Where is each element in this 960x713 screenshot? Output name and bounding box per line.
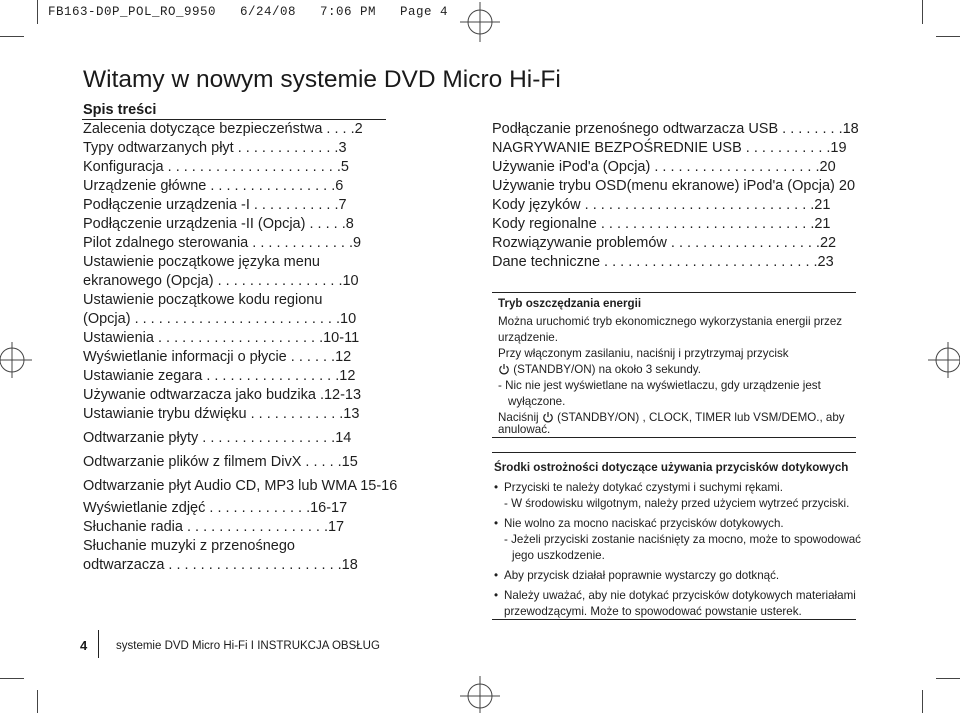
- energy-box-heading: Tryb oszczędzania energii: [498, 297, 642, 310]
- energy-box-line: [498, 363, 701, 376]
- touch-box-line: Aby przycisk działał poprawnie wystarczy go dotknąć.: [504, 569, 780, 582]
- crop-mark: [936, 678, 960, 679]
- toc-entry: NAGRYWANIE BEZPOŚREDNIE USB . . . . . . . . . . .19: [492, 140, 847, 156]
- toc-entry: Słuchanie radia . . . . . . . . . . . . . . . . . .17: [83, 519, 345, 535]
- crop-mark: [922, 0, 923, 24]
- toc-entry: Urządzenie główne . . . . . . . . . . . . . . . .6: [83, 178, 344, 194]
- toc-entry: Rozwiązywanie problemów . . . . . . . . . . . . . . . . . . .22: [492, 235, 837, 251]
- energy-box-text: (STANDBY/ON) , CLOCK, TIMER lub VSM/DEMO., aby: [557, 411, 845, 424]
- touch-box-line: - W środowisku wilgotnym, należy przed użyciem wytrzeć przyciski.: [504, 497, 850, 510]
- toc-entry: Zalecenia dotyczące bezpieczeństwa . . . .2: [83, 121, 363, 137]
- power-icon: [542, 411, 554, 423]
- touch-box-line: Nie wolno za mocno naciskać przycisków dotykowych.: [504, 517, 784, 530]
- toc-entry: Używanie trybu OSD(menu ekranowe) iPod'a (Opcja) 20: [492, 178, 856, 194]
- energy-box-line: - Nic nie jest wyświetlane na wyświetlaczu, gdy urządzenie jest: [498, 379, 821, 392]
- toc-entry: Ustawienie początkowe kodu regionu: [83, 292, 323, 308]
- toc-entry: Słuchanie muzyki z przenośnego: [83, 538, 295, 554]
- energy-box-line: anulować.: [498, 423, 551, 436]
- energy-box-line: wyłączone.: [508, 395, 566, 408]
- touch-box-bullet: •: [494, 569, 499, 582]
- toc-entry: Dane techniczne . . . . . . . . . . . . . . . . . . . . . . . . . . .23: [492, 254, 834, 270]
- toc-entry: odtwarzacza . . . . . . . . . . . . . . . . . . . . . .18: [83, 557, 358, 573]
- toc-entry: Odtwarzanie płyt Audio CD, MP3 lub WMA 15-16: [83, 478, 398, 494]
- crop-mark: [37, 690, 38, 713]
- toc-entry: Odtwarzanie plików z filmem DivX . . . . .15: [83, 454, 358, 470]
- toc-entry: Konfiguracja . . . . . . . . . . . . . . . . . . . . . .5: [83, 159, 349, 175]
- crop-mark: [0, 36, 24, 37]
- energy-box-line: Można uruchomić tryb ekonomicznego wykorzystania energii przez: [498, 315, 843, 328]
- power-icon: [498, 363, 510, 375]
- crop-mark: [0, 678, 24, 679]
- touch-box-line: jego uszkodzenie.: [512, 549, 605, 562]
- crop-mark: [922, 690, 923, 713]
- toc-entry: Podłączenie urządzenia -II (Opcja) . . . . .8: [83, 216, 354, 232]
- toc-entry: Odtwarzanie płyty . . . . . . . . . . . . . . . . .14: [83, 430, 352, 446]
- toc-entry: Ustawienia . . . . . . . . . . . . . . . . . . . . .10-11: [83, 330, 360, 346]
- toc-entry: ekranowego (Opcja) . . . . . . . . . . . . . . . .10: [83, 273, 359, 289]
- toc-entry: (Opcja) . . . . . . . . . . . . . . . . . . . . . . . . . .10: [83, 311, 357, 327]
- registration-mark-bottom: [460, 676, 500, 713]
- energy-box-text: Naciśnij: [498, 411, 539, 424]
- footer-rule: [98, 630, 99, 658]
- print-slug: FB163-D0P_POL_RO_9950 6/24/08 7:06 PM Page 4: [48, 5, 449, 19]
- touch-box-bullet: •: [494, 481, 499, 494]
- page-number: 4: [80, 638, 88, 653]
- toc-heading-rule: [82, 119, 386, 120]
- registration-mark-right: [928, 340, 960, 380]
- toc-entry: Ustawianie trybu dźwięku . . . . . . . . . . . .13: [83, 406, 360, 422]
- toc-entry: Ustawienie początkowe języka menu: [83, 254, 320, 270]
- crop-mark: [936, 36, 960, 37]
- touch-box-line: przewodzącymi. Może to spowodować powstanie usterek.: [504, 605, 802, 618]
- touch-box-line: Przyciski te należy dotykać czystymi i suchymi rękami.: [504, 481, 783, 494]
- energy-box-text: (STANDBY/ON) na około 3 sekundy.: [513, 363, 701, 376]
- registration-mark-top: [460, 2, 500, 42]
- page-title: Witamy w nowym systemie DVD Micro Hi-Fi: [83, 66, 561, 93]
- touch-box-bullet: •: [494, 517, 499, 530]
- touch-buttons-box: [492, 452, 861, 620]
- touch-box-line: - Jeżeli przyciski zostanie naciśnięty za mocno, może to spowodować: [504, 533, 861, 546]
- toc-entry: Podłączanie przenośnego odtwarzacza USB . . . . . . . .18: [492, 121, 859, 137]
- toc-entry: Kody regionalne . . . . . . . . . . . . . . . . . . . . . . . . . . .21: [492, 216, 831, 232]
- toc-entry: Kody języków . . . . . . . . . . . . . . . . . . . . . . . . . . . . .21: [492, 197, 831, 213]
- touch-box-bullet: •: [494, 589, 499, 602]
- touch-box-line: Należy uważać, aby nie dotykać przycisków dotykowych materiałami: [504, 589, 856, 602]
- footer-text: systemie DVD Micro Hi-Fi I INSTRUKCJA OBSŁUG: [116, 640, 380, 652]
- registration-mark-left: [0, 340, 32, 380]
- toc-entry: Podłączenie urządzenia -I . . . . . . . . . . .7: [83, 197, 347, 213]
- toc-entry: Typy odtwarzanych płyt . . . . . . . . . . . . .3: [83, 140, 347, 156]
- toc-entry: Używanie odtwarzacza jako budzika .12-13: [83, 387, 362, 403]
- toc-heading: Spis treści: [83, 102, 157, 118]
- energy-saving-box: [492, 292, 856, 438]
- touch-box-heading: Środki ostrożności dotyczące używania przycisków dotykowych: [494, 461, 849, 474]
- toc-entry: Wyświetlanie zdjęć . . . . . . . . . . . . .16-17: [83, 500, 348, 516]
- energy-box-line: urządzenie.: [498, 331, 558, 344]
- energy-box-line: Przy włączonym zasilaniu, naciśnij i przytrzymaj przycisk: [498, 347, 789, 360]
- toc-entry: Pilot zdalnego sterowania . . . . . . . . . . . . .9: [83, 235, 362, 251]
- toc-entry: Ustawianie zegara . . . . . . . . . . . . . . . . .12: [83, 368, 356, 384]
- crop-mark: [37, 0, 38, 24]
- toc-entry: Używanie iPod'a (Opcja) . . . . . . . . . . . . . . . . . . . . .20: [492, 159, 836, 175]
- toc-entry: Wyświetlanie informacji o płycie . . . . . .12: [83, 349, 352, 365]
